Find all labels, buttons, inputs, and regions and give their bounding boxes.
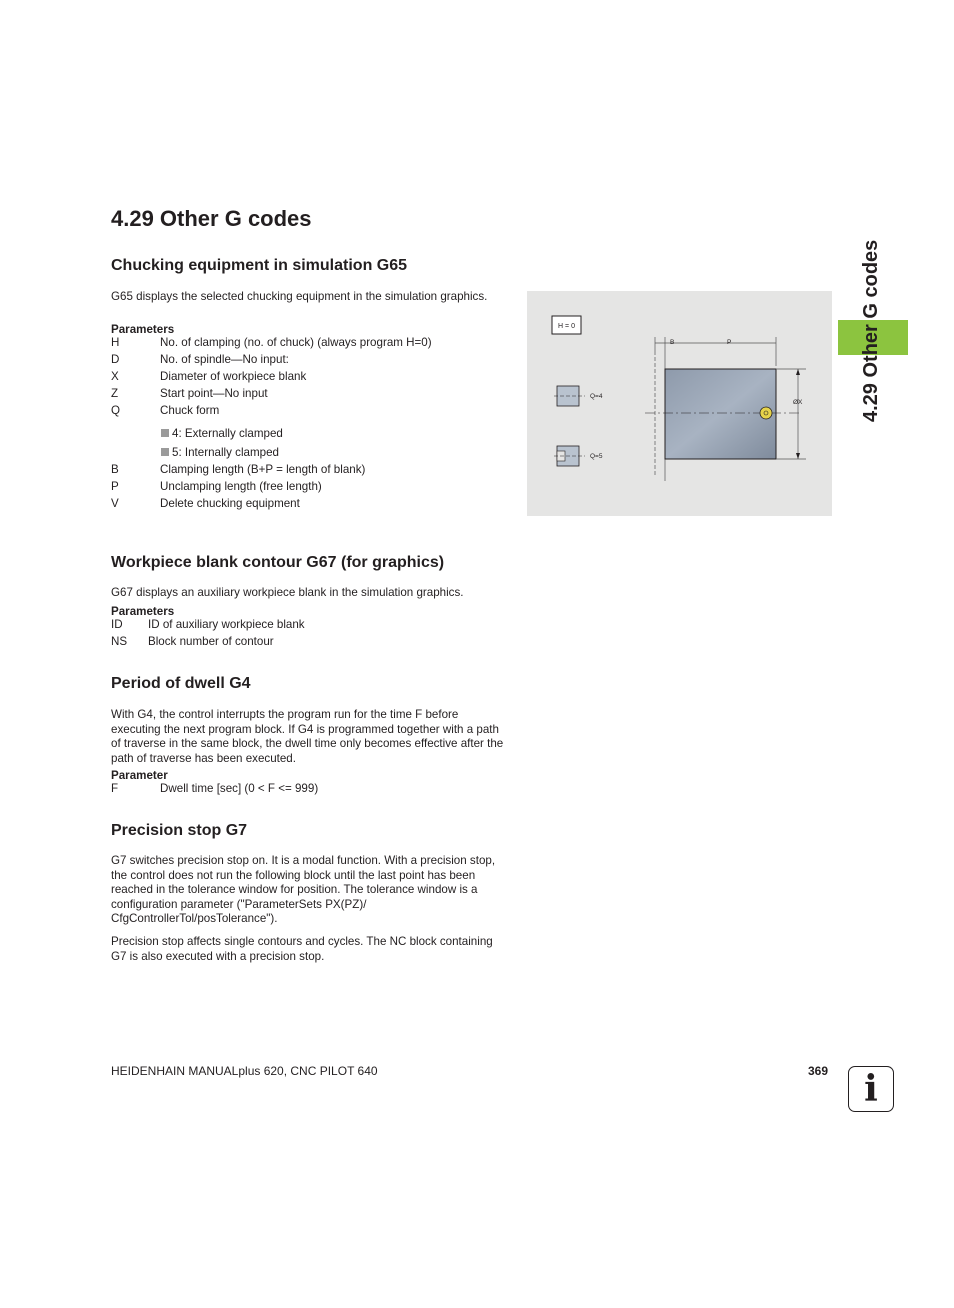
param-option-text: 4: Externally clamped <box>172 427 283 440</box>
param-key: P <box>111 480 119 493</box>
param-option-text: 5: Internally clamped <box>172 446 279 459</box>
param-text: Delete chucking equipment <box>160 497 300 510</box>
page-number: 369 <box>808 1064 829 1078</box>
param-row <box>111 618 305 632</box>
param-key: D <box>111 353 120 366</box>
section-para-g7-2: Precision stop affects single contours and cycles. The NC block containing G7 is also executed with a precision stop. <box>111 935 493 963</box>
side-tab-title: 4.29 Other G codes <box>860 239 882 422</box>
section-heading-g7: Precision stop G7 <box>111 822 248 839</box>
param-text: Start point—No input <box>160 387 268 400</box>
param-key: ID <box>111 618 123 631</box>
param-text: No. of clamping (no. of chuck) (always program H=0) <box>160 336 432 349</box>
param-text: Unclamping length (free length) <box>160 480 322 493</box>
params-label-g67: Parameters <box>111 605 175 618</box>
q4-label: Q=4 <box>590 393 603 400</box>
param-row <box>111 635 274 649</box>
b-dim-label: B <box>670 339 675 346</box>
param-row <box>111 387 268 401</box>
param-text: Clamping length (B+P = length of blank) <box>160 463 366 476</box>
param-row <box>111 353 289 367</box>
param-key: H <box>111 336 120 349</box>
param-row <box>111 404 220 418</box>
param-row <box>111 497 300 511</box>
bullet-square-icon <box>161 429 169 437</box>
param-key: V <box>111 497 119 510</box>
section-intro-g67: G67 displays an auxiliary workpiece blank in the simulation graphics. <box>111 586 464 599</box>
workpiece-blank <box>665 369 776 459</box>
params-label-g4: Parameter <box>111 769 168 782</box>
origin-marker <box>760 407 772 419</box>
q5-label: Q=5 <box>590 453 603 460</box>
section-heading-g65: Chucking equipment in simulation G65 <box>111 257 408 274</box>
param-key: Z <box>111 387 119 400</box>
param-option-row <box>161 427 283 441</box>
chucking-diagram <box>527 291 832 516</box>
section-intro-g65: G65 displays the selected chucking equipment in the simulation graphics. <box>111 290 488 303</box>
param-key: X <box>111 370 119 383</box>
info-icon <box>848 1066 894 1112</box>
page-title: 4.29 Other G codes <box>111 206 312 231</box>
param-key: NS <box>111 635 128 648</box>
param-row <box>111 480 322 494</box>
param-key: F <box>111 782 119 795</box>
param-text: ID of auxiliary workpiece blank <box>148 618 305 631</box>
param-text: Block number of contour <box>148 635 274 648</box>
footer-product-name: HEIDENHAIN MANUALplus 620, CNC PILOT 640 <box>111 1064 378 1078</box>
param-key: B <box>111 463 119 476</box>
section-heading-g4: Period of dwell G4 <box>111 675 251 692</box>
section-para-g7-1: G7 switches precision stop on. It is a modal function. With a precision stop, the control does not run the following block until the last point has been reached in the tolerance window for position. The tolerance window is a configuration parameter ("ParameterSets PX(PZ)/ CfgControllerTol/posTolerance"). <box>111 854 496 925</box>
param-row <box>111 336 432 350</box>
h-label-text: H = 0 <box>558 323 575 330</box>
param-text: Dwell time [sec] (0 < F <= 999) <box>160 782 319 795</box>
param-text: Chuck form <box>160 404 220 417</box>
param-key: Q <box>111 404 121 417</box>
param-text: Diameter of workpiece blank <box>160 370 307 383</box>
param-row <box>111 463 366 477</box>
param-text: No. of spindle—No input: <box>160 353 289 366</box>
params-label-g65: Parameters <box>111 323 175 336</box>
p-dim-label: P <box>727 339 732 346</box>
param-option-row <box>161 446 279 460</box>
x-dim-label: ØX <box>793 399 803 406</box>
section-intro-g4: With G4, the control interrupts the program run for the time F before executing the next program block. If G4 is programmed together with a path of traverse in the same block, the dwell time only becomes effective after the path of traverse has been executed. <box>111 708 504 765</box>
bullet-square-icon <box>161 448 169 456</box>
param-row <box>111 370 307 384</box>
section-heading-g67: Workpiece blank contour G67 (for graphics) <box>111 554 445 571</box>
info-icon-glyph: i <box>864 1068 878 1110</box>
param-row <box>111 782 319 796</box>
chucking-figure <box>527 291 832 516</box>
